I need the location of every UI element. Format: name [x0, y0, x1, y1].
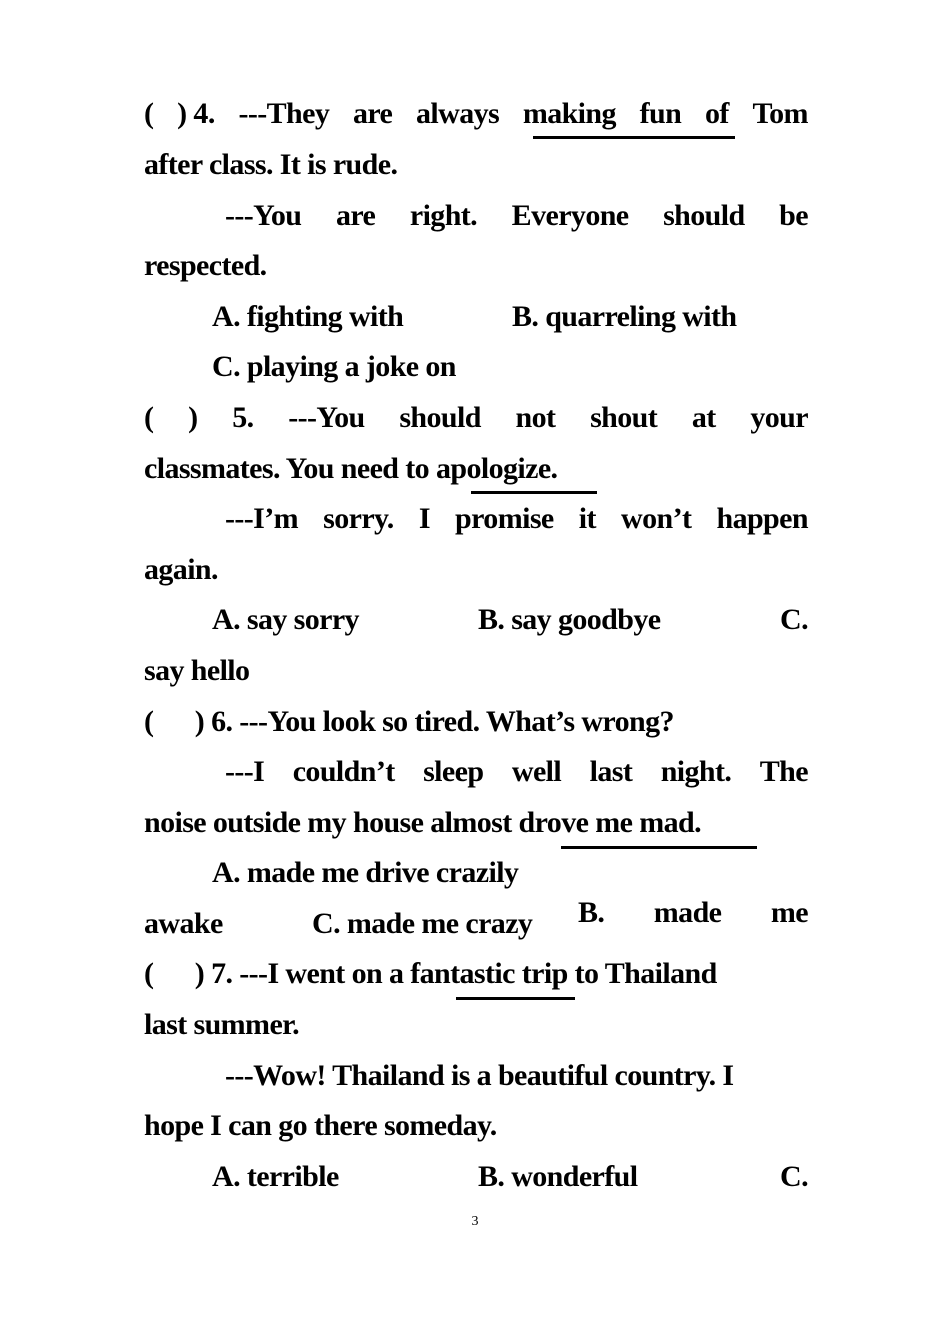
q6-answer-line1: ---I couldn’t sleep well last night. The [225, 755, 808, 788]
q7-option-a: A. terrible [212, 1160, 339, 1193]
q4-answer-line2: respected. [144, 249, 267, 282]
page-number: 3 [471, 1214, 479, 1229]
q7-answer-line1: ---Wow! Thailand is a beautiful country. I [225, 1059, 734, 1092]
underline-apologize [471, 491, 597, 494]
q5-stem-line2: classmates. You need to apologize. [144, 452, 558, 485]
q7-stem-line1: ( ) 7. ---I went on a fantastic trip to Thailand [144, 957, 717, 990]
q7-option-b: B. wonderful [478, 1160, 638, 1193]
q7-option-c-label: C. [780, 1160, 808, 1193]
q5-option-b: B. say goodbye [478, 603, 661, 636]
q6-options-line2 [144, 904, 808, 944]
underline-drove-me-mad [561, 846, 757, 849]
q4-option-b: B. quarreling with [512, 300, 737, 333]
q7-options-line [212, 1157, 808, 1197]
q5-stem-line1: ( ) 5. ---You should not shout at your [144, 401, 808, 434]
q6-option-c: C. made me crazy [312, 907, 533, 940]
q5-option-c-label: C. [780, 603, 808, 636]
q6-stem-line1: ( ) 6. ---You look so tired. What’s wrong? [144, 705, 674, 738]
q5-options-line [212, 600, 808, 640]
q7-answer-line2: hope I can go there someday. [144, 1109, 497, 1142]
q5-answer-line2: again. [144, 553, 218, 586]
underline-fantastic [456, 997, 575, 1000]
q6-answer-line2: noise outside my house almost drove me mad. [144, 806, 701, 839]
q4-answer-line1: ---You are right. Everyone should be [225, 199, 808, 232]
q4-option-c: C. playing a joke on [212, 350, 456, 383]
q6-option-b-cont: awake [144, 907, 223, 940]
q4-stem-line2: after class. It is rude. [144, 148, 398, 181]
q6-option-b: B. made me [578, 896, 808, 929]
q4-option-a: A. fighting with [212, 300, 404, 333]
underline-making-fun-of [533, 136, 735, 139]
q4-options-ab [212, 297, 808, 337]
q4-stem-line1: ( ) 4. ---They are always making fun of Tom [144, 97, 808, 130]
q7-stem-line2: last summer. [144, 1008, 300, 1041]
q5-answer-line1: ---I’m sorry. I promise it won’t happen [225, 502, 808, 535]
q5-option-a: A. say sorry [212, 603, 359, 636]
q5-option-c-text: say hello [144, 654, 250, 687]
q6-option-a: A. made me drive crazily [212, 856, 519, 889]
